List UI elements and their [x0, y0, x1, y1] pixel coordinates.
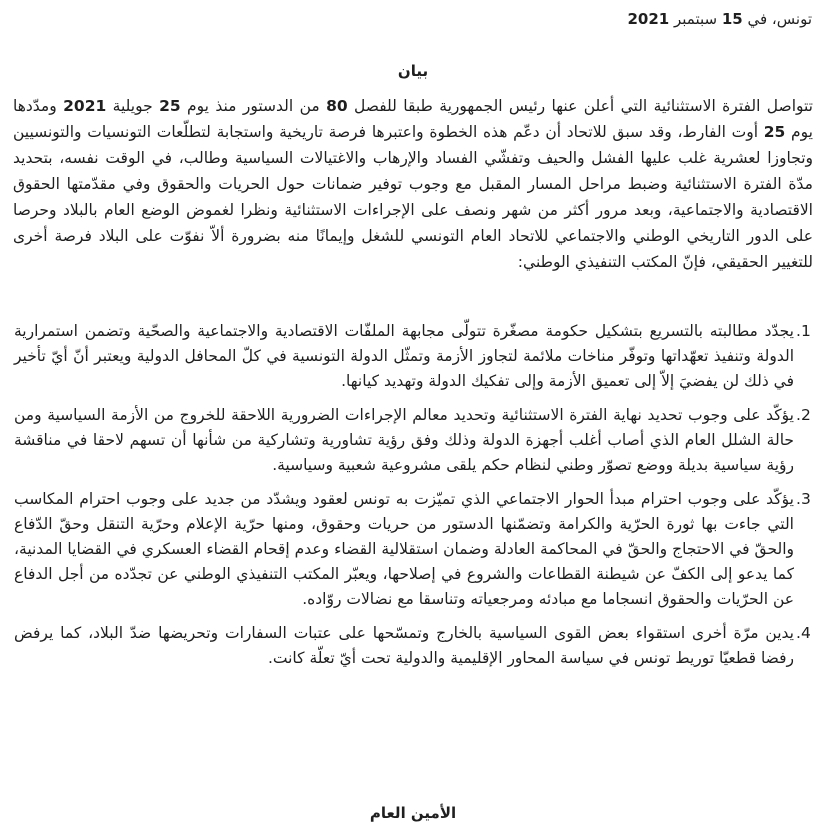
intro-text-5: أوت الفارط، وقد سبق للاتحاد أن دعّم هذه الخطوة واعتبرها فرصة تاريخية واستجابة لتطلّعات التونسيات والتونسيين وتجاوزا لعشرية غلب عليها الفشل والحيف وتفشّي الفساد والإرهاب والاغتيالات السياسية وطالب، في الوقت نفسه، بتحديد مدّة الفترة الاستثنائية وضبط مراحل المسار المقبل مع وجوب توفير ضمانات حول الحريات والحقوق وفي مقدّمتها الحقوق الاقتصادية والاجتماعية، وبعد مرور أكثر من شهر ونصف على الإجراءات الاستثنائية ونظرا لغموض الوضع العام بالبلاد وحرصا على الدور التاريخي الوطني والاجتماعي للاتحاد العام التونسي للشغل وإيمانًا منه بضرورة ألاّ نفوّت على البلاد فرصة أخرى للتغيير الحقيقي، فإنّ المكتب التنفيذي الوطني: [13, 123, 813, 271]
resolution-item [14, 319, 814, 394]
intro-text-1: تتواصل الفترة الاستثنائية التي أعلن عنها رئيس الجمهورية طبقا للفصل [347, 97, 814, 115]
intro-start-year: 2021 [63, 97, 107, 115]
intro-article-number: 80 [326, 97, 348, 115]
intro-extend-day: 25 [763, 123, 786, 141]
signature: الأمين العام [369, 804, 457, 822]
dateline-prefix: تونس، في [742, 10, 812, 28]
resolution-item [14, 403, 814, 478]
resolution-number: 2. [796, 406, 811, 424]
resolution-item [14, 487, 814, 612]
intro-text-2: من الدستور منذ يوم [180, 97, 327, 115]
resolution-number: 3. [796, 490, 811, 508]
dateline-year: 2021 [627, 10, 670, 28]
dateline [627, 9, 812, 29]
intro-text-4: ومدّدها يوم [13, 97, 813, 141]
intro-text-3: جويلية [106, 97, 160, 115]
resolution-list [14, 319, 814, 680]
resolution-text: يدين مرّة أخرى استقواء بعض القوى السياسية بالخارج وتمسّحها على عتبات السفارات وتحريضها ضدّ البلاد، كما يرفض رفضا قطعيّا توريط تونس في سياسة المحاور الإقليمية والدولية تحت أيّ تعلّة كانت. [14, 624, 794, 667]
document-title: بيان [397, 62, 429, 80]
intro-start-day: 25 [159, 97, 181, 115]
resolution-number: 1. [796, 322, 811, 340]
intro-paragraph [13, 93, 813, 275]
resolution-text: يجدّد مطالبته بالتسريع بتشكيل حكومة مصغّرة تتولّى مجابهة الملفّات الاقتصادية والاجتماعية والصحّية وتضمن استمرارية الدولة وتنفيذ تعهّداتها وتوفّر مناخات ملائمة لتجاوز الأزمة وتمثّل الدولة التونسية في كلّ المحافل الدولية ويعتبر أنّ أيّ تأخير في ذلك لن يفضيَ إلاّ إلى تعميق الأزمة وإلى تفكيك الدولة وتهديد كيانها. [14, 322, 794, 390]
resolution-item [14, 621, 814, 671]
resolution-number: 4. [796, 624, 811, 642]
resolution-text: يؤكّد على وجوب تحديد نهاية الفترة الاستثنائية وتحديد معالم الإجراءات الضرورية اللاحقة للخروج من الأزمة السياسية ومن حالة الشلل العام الذي أصاب أغلب أجهزة الدولة وذلك وفق رؤية تشاورية وتشاركية من شأنها أن تسهم لاحقا في مناقشة رؤية سياسية بديلة ووضع تصوّر وطني لنظام حكم يلقى مشروعية شعبية وسياسية. [14, 406, 794, 474]
dateline-day: 15 [721, 10, 743, 28]
dateline-month: سبتمبر [669, 10, 722, 28]
resolution-text: يؤكّد على وجوب احترام مبدأ الحوار الاجتماعي الذي تميّزت به تونس لعقود ويشدّد من جديد على وجوب احترام المكاسب التي جاءت بها ثورة الحرّية والكرامة وتضمّنها الدستور من حريات وحقوق، ومنها حرّية الإعلام وحرّية التنقل وحقّ الدّفاع والحقّ في الاحتجاج والحقّ في المحاكمة العادلة وضمان استقلالية القضاء وعدم إقحام القضاء العسكري في القضايا المدنية، كما يدعو إلى الكفّ عن شيطنة القطاعات والشروع في إصلاحها، ويعبّر المكتب التنفيذي الوطني عن تجدّده من أجل الدفاع عن الحرّيات والحقوق انسجاما مع مبادئه ومرجعياته وتناسقا مع نضالات روّاده. [14, 490, 794, 608]
